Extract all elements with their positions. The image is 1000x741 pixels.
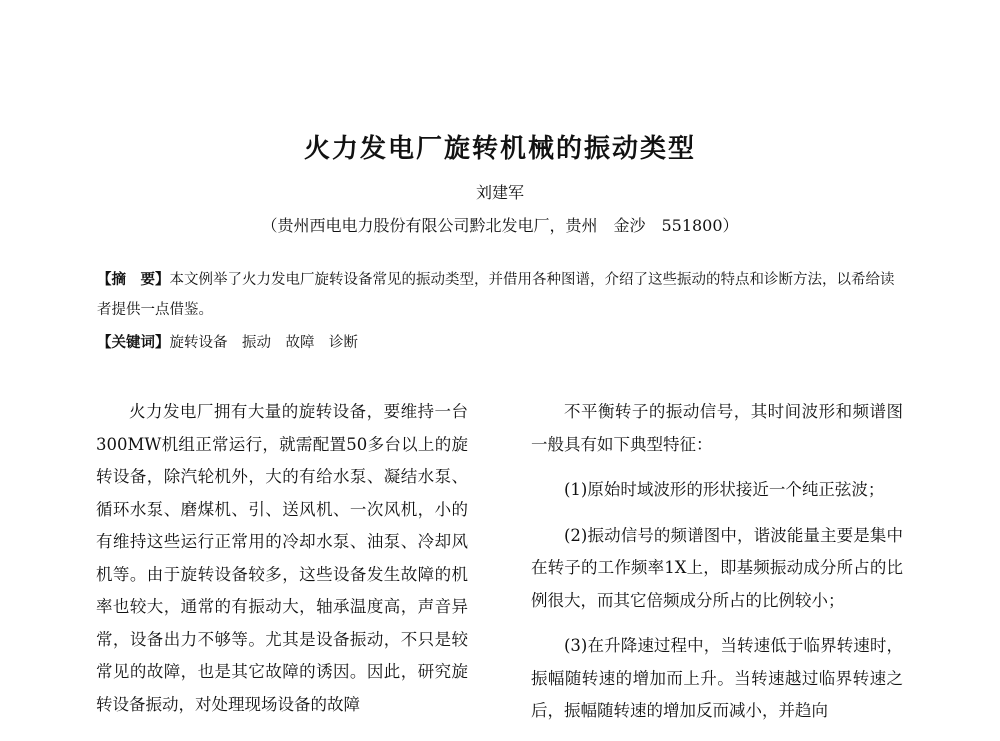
body-paragraph: (3)在升降速过程中，当转速低于临界转速时，振幅随转速的增加而上升。当转速越过临界转速之后，振幅随转速的增加反而减小，并趋向 [531,636,903,720]
keywords-label: 【关键词】 [97,335,170,351]
author-name: 刘建军 [475,183,524,202]
body-paragraph: (2)振动信号的频谱图中，谐波能量主要是集中在转子的工作频率1X上，即基频振动成分所占的比例很大，而其它倍频成分所占的比例较小； [531,525,903,610]
right-column [531,396,903,741]
body-paragraph: 不平衡转子的振动信号，其时间波形和频谱图一般具有如下典型特征： [531,402,903,454]
left-column [96,396,468,721]
affiliation: （贵州西电电力股份有限公司黔北发电厂，贵州 金沙 551800） [261,216,739,235]
paper-title: 火力发电厂旋转机械的振动类型 [303,134,696,164]
keywords-text: 旋转设备 振动 故障 诊断 [169,335,358,351]
body-paragraph: 火力发电厂拥有大量的旋转设备，要维持一台300MW机组正常运行，就需配置50多台以上的旋转设备，除汽轮机外，大的有给水泵、凝结水泵、循环水泵、磨煤机、引、送风机、一次风机，小的有维持这些运行正常用的冷却水泵、油泵、冷却风机等。由于旋转设备较多，这些设备发生故障的机率也较大，通常的有振动大，轴承温度高，声音异常，设备出力不够等。尤其是设备振动，不只是较常见的故障，也是其它故障的诱因。因此，研究旋转设备振动，对处理现场设备的故障 [96,402,468,714]
keywords [97,331,897,355]
body-paragraph: (1)原始时域波形的形状接近一个纯正弦波； [564,480,885,499]
abstract [97,265,897,325]
abstract-text: 本文例举了火力发电厂旋转设备常见的振动类型，并借用各种图谱，介绍了这些振动的特点和诊断方法，以希给读者提供一点借鉴。 [97,272,895,318]
abstract-label: 【摘 要】 [97,272,170,288]
